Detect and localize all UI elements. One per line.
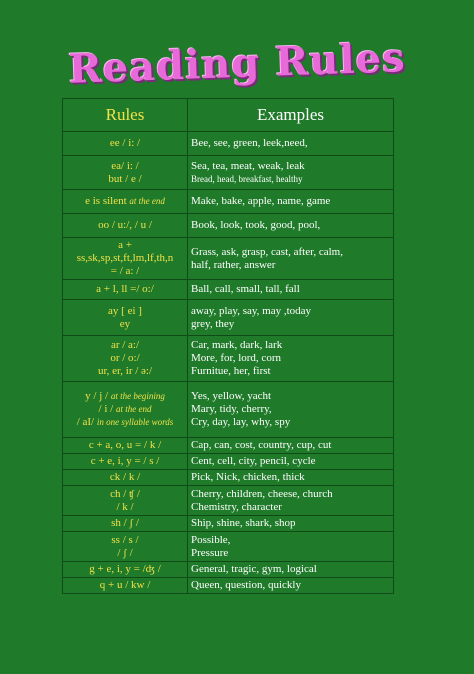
example-line: Chemistry, character — [191, 500, 282, 513]
rule-cell — [63, 578, 188, 594]
example-line: Bread, head, breakfast, healthy — [191, 173, 303, 184]
rule-line: a + — [118, 239, 132, 251]
rule-line: ay [ ei ] — [108, 304, 142, 317]
examples-cell — [188, 238, 394, 280]
rule-cell — [63, 438, 188, 454]
rule-line: ch / ʧ / — [110, 487, 140, 500]
rule-cell — [63, 238, 188, 280]
examples-cell — [188, 578, 394, 594]
table-row — [63, 578, 394, 594]
example-line: half, rather, answer — [191, 258, 276, 271]
rule-line: q + u / kw / — [99, 579, 151, 591]
table-row — [63, 132, 394, 156]
rule-cell — [63, 156, 188, 190]
rule-line: but / e / — [108, 172, 142, 185]
table-row — [63, 156, 394, 190]
rule-line: / k / — [116, 500, 134, 513]
examples-cell — [188, 132, 394, 156]
example-line: Pick, Nick, chicken, thick — [191, 471, 305, 483]
example-line: grey, they — [191, 317, 235, 330]
examples-cell — [188, 470, 394, 486]
example-line: Grass, ask, grasp, cast, after, calm, — [191, 245, 343, 258]
example-line: Ball, call, small, tall, fall — [191, 283, 300, 295]
example-line: Car, mark, dark, lark — [191, 339, 283, 351]
table-row — [63, 470, 394, 486]
examples-column-header: Examples — [188, 99, 394, 132]
rule-line: ar / a:/ — [110, 339, 140, 351]
rule-cell — [63, 532, 188, 562]
examples-cell — [188, 300, 394, 336]
rule-line: sh / ʃ / — [111, 517, 139, 529]
rule-cell — [63, 132, 188, 156]
rule-cell — [63, 214, 188, 238]
rules-column-header: Rules — [63, 99, 188, 132]
table-row — [63, 382, 394, 438]
table-row — [63, 238, 394, 280]
rule-cell — [63, 300, 188, 336]
rule-line: g + e, i, y = /ʤ / — [89, 563, 161, 575]
example-line: Mary, tidy, cherry, — [191, 403, 272, 415]
rule-cell — [63, 336, 188, 382]
examples-cell — [188, 214, 394, 238]
rule-line: or / o:/ — [110, 352, 140, 364]
example-line: Yes, yellow, yacht — [191, 390, 272, 402]
examples-cell — [188, 336, 394, 382]
table-row — [63, 486, 394, 516]
example-line: Cent, cell, city, pencil, cycle — [191, 455, 316, 467]
example-line: Book, look, took, good, pool, — [191, 219, 321, 231]
rule-line: ee / i: / — [109, 137, 141, 149]
example-line: Furnitue, her, first — [191, 365, 271, 377]
rules-table-body — [63, 132, 394, 594]
rule-line: = / a: / — [110, 265, 140, 277]
table-row — [63, 280, 394, 300]
rule-cell — [63, 280, 188, 300]
rule-cell — [63, 516, 188, 532]
rule-line: oo / u:/, / u / — [98, 219, 152, 231]
example-line: Cherry, children, cheese, church — [191, 487, 333, 500]
rule-cell — [63, 486, 188, 516]
example-line: Sea, tea, meat, weak, leak — [191, 159, 305, 172]
example-line: Make, bake, apple, name, game — [191, 195, 331, 207]
table-row — [63, 214, 394, 238]
example-line: Possible, — [191, 533, 231, 546]
examples-cell — [188, 516, 394, 532]
example-line: away, play, say, may ,today — [191, 304, 312, 317]
table-row — [63, 532, 394, 562]
examples-cell — [188, 562, 394, 578]
rule-line: ea/ i: / — [111, 159, 139, 172]
example-line: Cap, can, cost, country, cup, cut — [191, 439, 332, 451]
rule-line: e is silent at the end — [85, 195, 165, 207]
table-header-row — [63, 99, 394, 132]
rule-cell — [63, 382, 188, 438]
rule-line: y / j / at the begining — [85, 390, 165, 402]
table-row — [63, 562, 394, 578]
examples-cell — [188, 156, 394, 190]
examples-cell — [188, 382, 394, 438]
table-row — [63, 336, 394, 382]
examples-cell — [188, 190, 394, 214]
rules-table — [62, 98, 394, 594]
example-line: Queen, question, quickly — [191, 579, 301, 591]
table-row — [63, 454, 394, 470]
rule-cell — [63, 454, 188, 470]
rule-line: c + e, i, y = / s / — [90, 455, 160, 467]
table-row — [63, 438, 394, 454]
rule-line: ey — [119, 317, 131, 330]
examples-cell — [188, 280, 394, 300]
rule-line: / ʃ / — [117, 546, 133, 559]
examples-cell — [188, 532, 394, 562]
example-line: Bee, see, green, leek,need, — [191, 137, 308, 149]
example-line: General, tragic, gym, logical — [191, 563, 317, 575]
page-title: Reading Rules — [67, 34, 407, 93]
rule-line: c + a, o, u = / k / — [88, 439, 162, 451]
table-row — [63, 190, 394, 214]
table-row — [63, 516, 394, 532]
examples-cell — [188, 438, 394, 454]
rule-line: a + l, ll =/ o:/ — [96, 283, 154, 295]
examples-cell — [188, 454, 394, 470]
rule-line: / aI/ in one syllable words — [76, 416, 174, 428]
rule-line: ck / k / — [109, 471, 141, 483]
example-line: Pressure — [191, 546, 229, 559]
rule-cell — [63, 190, 188, 214]
table-row — [63, 300, 394, 336]
rule-cell — [63, 562, 188, 578]
rule-line: / i / at the end — [98, 403, 152, 415]
example-line: Ship, shine, shark, shop — [191, 517, 296, 529]
examples-cell — [188, 486, 394, 516]
rule-cell — [63, 470, 188, 486]
rule-line: ss / s / — [111, 533, 139, 546]
example-line: Cry, day, lay, why, spy — [191, 416, 291, 428]
rule-line: ss,sk,sp,st,ft,lm,lf,th,n — [76, 252, 174, 264]
rule-line: ur, er, ir / ə:/ — [97, 365, 153, 377]
example-line: More, for, lord, corn — [191, 352, 281, 364]
